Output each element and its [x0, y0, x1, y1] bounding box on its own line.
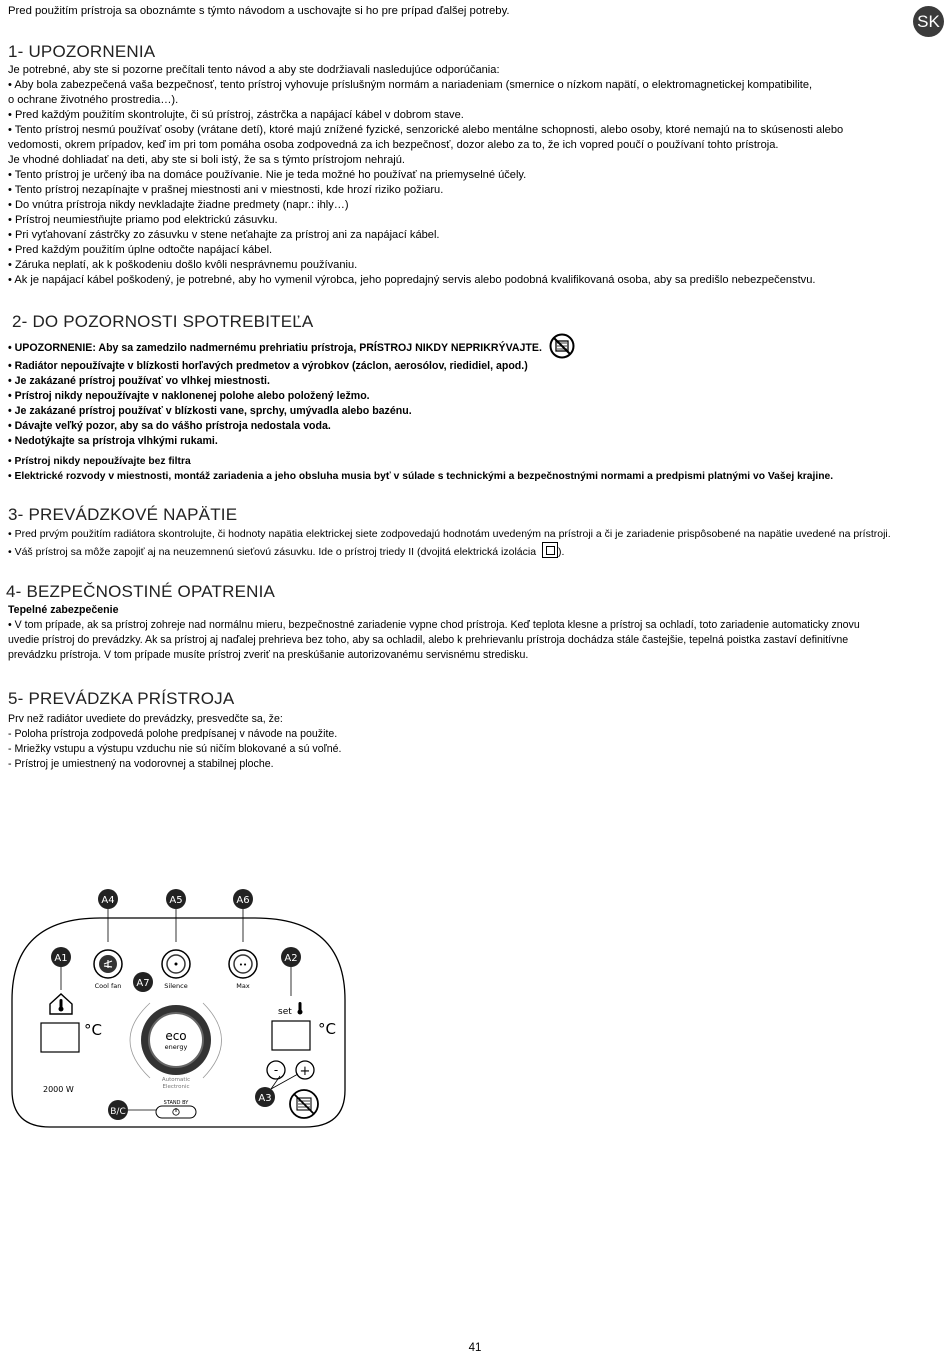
section-1-title: 1- UPOZORNENIA	[8, 42, 156, 61]
class-ii-icon	[542, 542, 558, 558]
electronic-label: Electronic	[162, 1084, 190, 1090]
callout-a7-label: A7	[136, 978, 150, 989]
cool-fan-button	[94, 950, 122, 990]
section-2-title: 2- DO POZORNOSTI SPOTREBITEĽA	[12, 312, 314, 331]
s2-line: • Radiátor nepoužívajte v blízkosti horľavých predmetov a výrobkov (záclon, aerosólov, riedidiel, apod.)	[8, 360, 528, 372]
s2-line: • Elektrické rozvody v miestnosti, montáž zariadenia a jeho obsluha musia byť v súlade s technickými a bezpečnostnými normami a predpismi platnými vo Vašej krajine.	[8, 471, 834, 482]
silence-button	[162, 950, 190, 990]
energy-label: energy	[164, 1043, 188, 1051]
section-5-title: 5- PREVÁDZKA PRÍSTROJA	[8, 689, 235, 708]
section-1-body	[8, 63, 942, 288]
callout-a4-label: A4	[101, 895, 115, 906]
plus-label: +	[299, 1064, 311, 1079]
section-2-body	[8, 333, 942, 449]
s1-line: • Záruka neplatí, ak k poškodeniu došlo kvôli nesprávnemu používaniu.	[8, 259, 358, 271]
set-label: set	[278, 1007, 292, 1017]
callout-a7	[133, 972, 153, 992]
callout-a5	[166, 889, 186, 942]
s2-line: • Nedotýkajte sa prístroja vlhkými rukami.	[8, 435, 218, 447]
s3-line	[8, 542, 942, 560]
do-not-cover-icon	[549, 333, 575, 359]
s2-line: • Prístroj nikdy nepoužívajte v naklonenej polohe alebo položený ležmo.	[8, 390, 370, 402]
max-button	[229, 950, 257, 990]
section-3-title: 3- PREVÁDZKOVÉ NAPÄTIE	[8, 505, 238, 524]
s3-line: • Pred prvým použitím radiátora skontrolujte, či hodnoty napätia elektrickej siete zodpovedajú hodnotám uvedeným na prístroji a či je zariadenie prispôsobené na napätie uvedené na prístroji.	[8, 528, 891, 540]
s5-line: - Mriežky vstupu a výstupu vzduchu nie sú ničím blokované a sú voľné.	[8, 743, 342, 755]
control-panel-diagram	[0, 880, 360, 1140]
callout-a1	[51, 947, 71, 990]
standby-label: STAND BY	[163, 1100, 189, 1106]
intro-text: Pred použitím prístroja sa oboznámte s týmto návodom a uschovajte si ho pre prípad ďalšej potreby.	[8, 5, 510, 17]
max-label: Max	[236, 982, 250, 990]
callout-a2	[281, 947, 301, 996]
s1-line: o ochrane životného prostredia…).	[8, 94, 179, 106]
section-4-body	[8, 603, 942, 663]
language-badge: SK	[913, 6, 944, 37]
section-3-body	[8, 527, 942, 560]
standby-button	[156, 1106, 196, 1118]
s1-line: Je vhodné dohliadať na deti, aby ste si boli istý, že sa s týmto prístrojom nehrajú.	[8, 154, 405, 166]
s1-line: • Pri vyťahovaní zástrčky zo zásuvku v stene neťahajte za prístroj ani za napájací kábel.	[8, 229, 440, 241]
s2-line	[8, 333, 942, 359]
minus-label: -	[273, 1063, 279, 1077]
plus-button	[296, 1061, 314, 1079]
s1-line: vedomosti, okrem prípadov, keď im pri tom pomáha osoba zodpovedná za ich bezpečnosť, dozor alebo za to, že ich vopred poučí o používaní tohto prístroja.	[8, 139, 779, 151]
s1-line: • Pred každým použitím skontrolujte, či sú prístroj, zástrčka a napájací kábel v dobrom stave.	[8, 109, 464, 121]
page-number: 41	[468, 1342, 482, 1354]
s2-line: • Je zakázané prístroj používať v blízkosti vane, sprchy, umývadla alebo bazénu.	[8, 405, 412, 417]
s5-line: - Poloha prístroja zodpovedá polohe predpísanej v návode na použite.	[8, 728, 338, 740]
s1-line: • Tento prístroj je určený iba na domáce používanie. Nie je teda možné ho používať na priemyselné účely.	[8, 169, 527, 181]
callout-bc	[108, 1100, 156, 1120]
automatic-label: Automatic	[161, 1077, 191, 1083]
s1-line: • Pred každým použitím úplne odtočte napájací kábel.	[8, 244, 273, 256]
silence-label: Silence	[164, 982, 188, 990]
callout-a6	[233, 889, 253, 942]
s2-line: • Prístroj nikdy nepoužívajte bez filtra	[8, 456, 191, 467]
s5-line: Prv než radiátor uvediete do prevádzky, presvedčte sa, že:	[8, 713, 283, 725]
section-2-body-extra	[8, 454, 942, 484]
minus-button	[267, 1061, 285, 1079]
s3-line-end: ).	[557, 546, 565, 558]
left-unit: °C	[84, 1021, 102, 1039]
s2-line-text: • UPOZORNENIE: Aby sa zamedzilo nadmernému prehriatiu prístroja, PRÍSTROJ NIKDY NEPRIKRÝVAJTE.	[8, 342, 542, 354]
power-label: 2000 W	[43, 1085, 74, 1094]
callout-a2-label: A2	[284, 953, 298, 964]
eco-energy-dial	[141, 1005, 211, 1075]
s1-line: • Prístroj neumiestňujte priamo pod elektrickú zásuvku.	[8, 214, 278, 226]
right-display	[272, 1021, 310, 1050]
callout-a4	[98, 889, 118, 942]
set-thermometer-icon	[298, 1002, 303, 1015]
s1-line: • Ak je napájací kábel poškodený, je potrebné, aby ho vymenil výrobca, jeho popredajný servis alebo podobná kvalifikovaná osoba, aby sa predišlo nebezpečenstvu.	[8, 274, 816, 286]
section-5-body	[8, 712, 942, 772]
s4-line: uvedie prístroj do prevádzky. Ak sa prístroj aj naďalej prehrieva bez toho, aby sa ochladil, alebo k prehrievanlu prístroja dochádza stále častejšie, tepelná poistka zastaví definitívne	[8, 634, 849, 646]
section-4-title: 4- BEZPEČNOSTINÉ OPATRENIA	[6, 582, 276, 601]
callout-a5-label: A5	[169, 895, 183, 906]
right-unit: °C	[318, 1020, 336, 1038]
s1-line: • Do vnútra prístroja nikdy nevkladajte žiadne predmety (napr.: ihly…)	[8, 199, 349, 211]
s1-line: • Tento prístroj nesmú používať osoby (vrátane detí), ktoré majú znížené fyzické, senzorické alebo mentálne schopnosti, alebo osoby, ktoré nemajú na to skúsenosti alebo	[8, 124, 844, 136]
s4-line: prevádzku prístroja. V tom prípade musíte prístroj zveriť na preskúšanie autorizovanému servisnému stredisku.	[8, 649, 529, 661]
house-thermometer-icon	[50, 994, 72, 1014]
s5-line: - Prístroj je umiestnený na vodorovnej a stabilnej ploche.	[8, 758, 274, 770]
callout-a6-label: A6	[236, 895, 250, 906]
do-not-cover-panel-icon	[290, 1090, 318, 1118]
callout-a3-label: A3	[258, 1093, 272, 1104]
left-display	[41, 1023, 79, 1052]
s1-line: • Tento prístroj nezapínajte v prašnej miestnosti ani v miestnosti, kde hrozí riziko požiaru.	[8, 184, 444, 196]
eco-label: eco	[165, 1029, 187, 1043]
s1-line: Je potrebné, aby ste si pozorne prečítali tento návod a aby ste dodržiavali nasledujúce odporúčania:	[8, 64, 500, 76]
svg-text:••: ••	[238, 961, 248, 969]
s2-line: • Dávajte veľký pozor, aby sa do vášho prístroja nedostala voda.	[8, 420, 331, 432]
callout-bc-label: B/C	[110, 1107, 126, 1117]
s4-line: • V tom prípade, ak sa prístroj zohreje nad normálnu mieru, bezpečnostné zariadenie vypne chod prístroja. Keď teplota klesne a prístroj sa ochladí, toto zariadenie automaticky znovu	[8, 619, 860, 631]
s2-line: • Je zakázané prístroj používať vo vlhkej miestnosti.	[8, 375, 270, 387]
s3-line-text: • Váš prístroj sa môže zapojiť aj na neuzemnenú sieťovú zásuvku. Ide o prístroj triedy II (dvojitá elektrická izolácia	[8, 546, 537, 558]
cool-fan-label: Cool fan	[94, 982, 122, 990]
s1-line: • Aby bola zabezpečená vaša bezpečnosť, tento prístroj vyhovuje príslušným normám a nariadeniam (smernice o nízkom napätí, o elektromagnetickej kompatibilite,	[8, 79, 813, 91]
s4-subtitle: Tepelné zabezpečenie	[8, 604, 119, 616]
callout-a1-label: A1	[54, 953, 68, 964]
